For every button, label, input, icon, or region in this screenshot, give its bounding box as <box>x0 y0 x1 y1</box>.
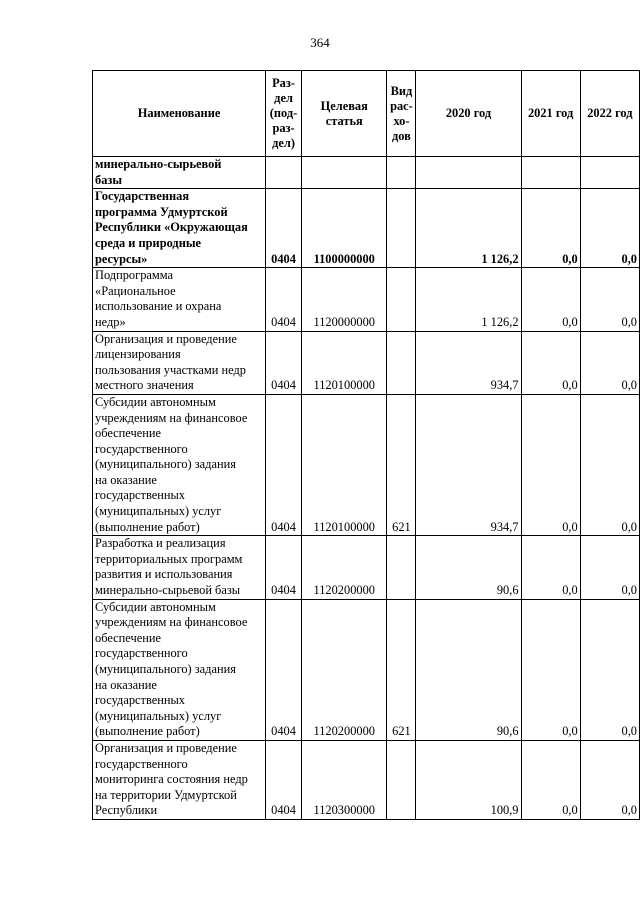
row-name-line: программа Удмуртской <box>95 204 228 219</box>
row-name-line: государственных <box>95 693 186 708</box>
table-row <box>93 599 640 740</box>
expense-cell: 621 <box>387 394 416 535</box>
value-2020-cell: 90,6 <box>416 536 521 599</box>
row-name-line: обеспечение <box>95 426 161 441</box>
value-2020-cell: 1 126,2 <box>416 268 521 331</box>
value-2021-cell: 0,0 <box>521 536 580 599</box>
target-cell: 1120100000 <box>302 394 387 535</box>
row-name-line: пользования участками недр <box>95 362 246 377</box>
row-name-cell <box>93 331 266 394</box>
header-2021: 2021 год <box>521 71 580 157</box>
row-name-line: государственного <box>95 441 188 456</box>
row-name-line: (выполнение работ) <box>95 724 200 739</box>
budget-table <box>92 70 640 820</box>
row-name-cell <box>93 740 266 819</box>
header-section-line: дел <box>274 91 293 105</box>
row-name-line: (выполнение работ) <box>95 519 200 534</box>
header-expense-line: рас- <box>390 98 413 113</box>
section-cell: 0404 <box>266 599 302 740</box>
expense-cell <box>387 268 416 331</box>
row-name-line: развития и использования <box>95 567 233 582</box>
row-name-line: Разработка и реализация <box>95 536 226 551</box>
header-name: Наименование <box>93 71 266 157</box>
target-cell <box>302 157 387 189</box>
target-cell: 1120300000 <box>302 740 387 819</box>
value-2020-cell <box>416 157 521 189</box>
row-name-line: территориальных программ <box>95 551 243 566</box>
row-name-line: государственных <box>95 488 186 503</box>
value-2020-cell: 934,7 <box>416 394 521 535</box>
row-name-line: (муниципального) задания <box>95 662 236 676</box>
value-2021-cell <box>521 157 580 189</box>
header-section-line: дел) <box>272 136 295 150</box>
row-name-cell <box>93 599 266 740</box>
header-expense-line: Вид <box>390 83 413 98</box>
row-name-line: среда и природные <box>95 235 202 250</box>
target-cell: 1100000000 <box>302 189 387 268</box>
value-2020-cell: 100,9 <box>416 740 521 819</box>
value-2021-cell: 0,0 <box>521 189 580 268</box>
row-name-line: государственного <box>95 756 188 771</box>
expense-cell: 621 <box>387 599 416 740</box>
value-2020-cell: 934,7 <box>416 331 521 394</box>
expense-cell <box>387 536 416 599</box>
value-2022-cell: 0,0 <box>580 394 639 535</box>
header-target <box>302 71 387 157</box>
header-row <box>93 71 640 157</box>
value-2020-cell: 1 126,2 <box>416 189 521 268</box>
row-name-line: «Рациональное <box>95 283 176 298</box>
section-cell: 0404 <box>266 394 302 535</box>
section-cell: 0404 <box>266 189 302 268</box>
row-name-line: учреждениям на финансовое <box>95 615 248 630</box>
row-name-line: Государственная <box>95 189 190 204</box>
row-name-line: (муниципального) задания <box>95 457 236 472</box>
row-name-line: Организация и проведение <box>95 740 237 755</box>
row-name-line: Субсидии автономным <box>95 599 216 614</box>
value-2021-cell: 0,0 <box>521 268 580 331</box>
header-section-line: Раз- <box>272 76 295 90</box>
target-cell: 1120200000 <box>302 536 387 599</box>
table-row <box>93 331 640 394</box>
header-expense <box>387 71 416 157</box>
value-2021-cell: 0,0 <box>521 599 580 740</box>
value-2022-cell: 0,0 <box>580 536 639 599</box>
value-2020-cell: 90,6 <box>416 599 521 740</box>
section-cell: 0404 <box>266 268 302 331</box>
row-name-line: минерально-сырьевой базы <box>95 583 241 598</box>
header-section-line: раз- <box>272 121 295 135</box>
target-cell: 1120200000 <box>302 599 387 740</box>
section-cell: 0404 <box>266 536 302 599</box>
row-name-line: ресурсы» <box>95 251 148 266</box>
row-name-line: Республики «Окружающая <box>95 220 248 235</box>
row-name-line: (муниципальных) услуг <box>95 708 222 723</box>
row-name-line: учреждениям на финансовое <box>95 410 248 425</box>
table-row <box>93 394 640 535</box>
target-cell: 1120000000 <box>302 268 387 331</box>
expense-cell <box>387 740 416 819</box>
row-name-line: на оказание <box>95 677 157 692</box>
row-name-line: Организация и проведение <box>95 331 237 346</box>
row-name-line: местного значения <box>95 378 194 393</box>
value-2022-cell: 0,0 <box>580 740 639 819</box>
row-name-line: Подпрограмма <box>95 268 173 283</box>
header-2022: 2022 год <box>580 71 639 157</box>
row-name-line: Субсидии автономным <box>95 394 216 409</box>
value-2021-cell: 0,0 <box>521 740 580 819</box>
row-name-line: мониторинга состояния недр <box>95 772 248 787</box>
page-number: 364 <box>310 35 330 50</box>
row-name-line: базы <box>95 172 123 187</box>
table-row <box>93 268 640 331</box>
row-name-line: использование и охрана <box>95 299 222 314</box>
row-name-line: на территории Удмуртской <box>95 787 237 802</box>
header-target-line: Целевая <box>320 98 368 113</box>
row-name-cell <box>93 189 266 268</box>
section-cell <box>266 157 302 189</box>
row-name-line: на оказание <box>95 472 157 487</box>
header-expense-line: дов <box>392 128 411 143</box>
header-target-line: статья <box>325 113 363 128</box>
header-expense-line: хо- <box>393 113 410 128</box>
row-name-cell <box>93 536 266 599</box>
table-row <box>93 189 640 268</box>
value-2022-cell <box>580 157 639 189</box>
value-2022-cell: 0,0 <box>580 331 639 394</box>
header-section-line: (под- <box>269 106 298 120</box>
header-section <box>266 71 302 157</box>
expense-cell <box>387 157 416 189</box>
value-2022-cell: 0,0 <box>580 599 639 740</box>
table-row <box>93 157 640 189</box>
row-name-line: Республики <box>95 803 158 818</box>
row-name-line: минерально-сырьевой <box>95 157 222 171</box>
row-name-cell <box>93 268 266 331</box>
value-2022-cell: 0,0 <box>580 189 639 268</box>
header-2020: 2020 год <box>416 71 521 157</box>
row-name-line: (муниципальных) услуг <box>95 504 222 519</box>
value-2021-cell: 0,0 <box>521 394 580 535</box>
row-name-cell <box>93 157 266 189</box>
target-cell: 1120100000 <box>302 331 387 394</box>
expense-cell <box>387 189 416 268</box>
row-name-line: недр» <box>95 314 126 329</box>
table-row <box>93 536 640 599</box>
table-row <box>93 740 640 819</box>
row-name-line: государственного <box>95 646 188 661</box>
section-cell: 0404 <box>266 331 302 394</box>
row-name-cell <box>93 394 266 535</box>
value-2022-cell: 0,0 <box>580 268 639 331</box>
value-2021-cell: 0,0 <box>521 331 580 394</box>
expense-cell <box>387 331 416 394</box>
row-name-line: обеспечение <box>95 630 161 645</box>
row-name-line: лицензирования <box>95 347 181 362</box>
section-cell: 0404 <box>266 740 302 819</box>
